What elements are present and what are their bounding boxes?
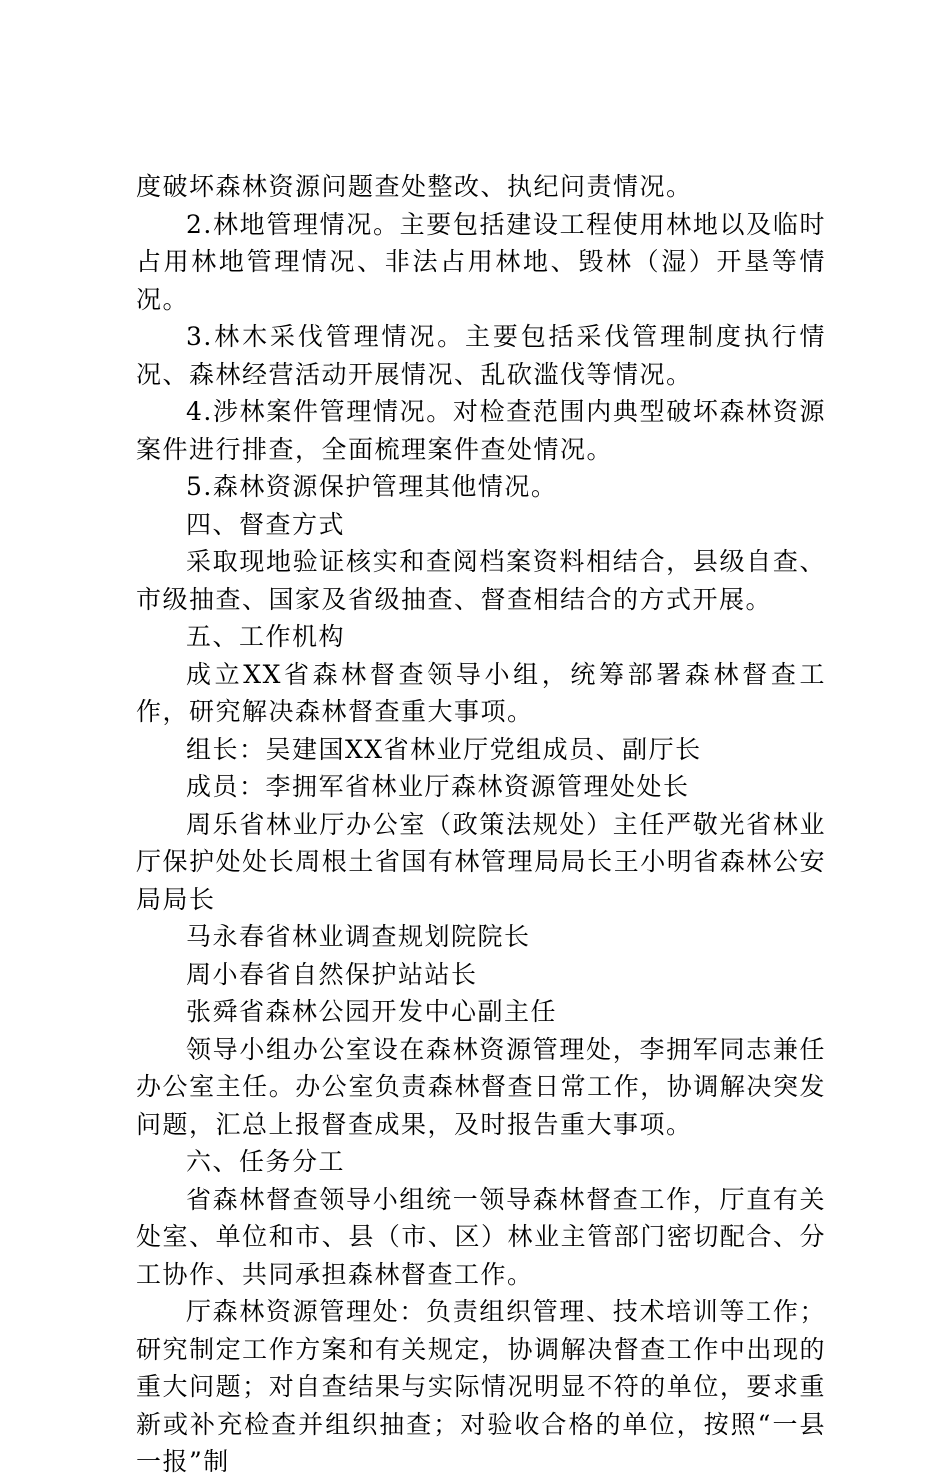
paragraph-item-5: 5.森林资源保护管理其他情况。 bbox=[186, 472, 558, 501]
paragraph-member-ma: 马永春省林业调查规划院院长 bbox=[186, 922, 531, 951]
paragraph-office: 领导小组办公室设在森林资源管理处，李拥军同志兼任办公室主任。办公室负责森林督查日常工作，协调解决突发问题，汇总上报督查成果，及时报告重大事项。 bbox=[136, 1034, 826, 1139]
section-heading-4: 四、督查方式 bbox=[186, 509, 346, 539]
paragraph-division: 省森林督查领导小组统一领导森林督查工作，厅直有关处室、单位和市、县（市、区）林业主管部门密切配合、分工协作、共同承担森林督查工作。 bbox=[136, 1184, 826, 1289]
paragraph-members: 成员：李拥军省林业厅森林资源管理处处长 bbox=[186, 772, 690, 801]
paragraph-item-4: 4.涉林案件管理情况。对检查范围内典型破坏森林资源案件进行排查，全面梳理案件查处情况。 bbox=[136, 397, 826, 464]
paragraph-continuation: 度破坏森林资源问题查处整改、执纪问责情况。 bbox=[136, 172, 693, 201]
section-heading-6: 六、任务分工 bbox=[186, 1147, 346, 1176]
paragraph-resource-office: 厅森林资源管理处：负责组织管理、技术培训等工作；研究制定工作方案和有关规定，协调解决督查工作中出现的重大问题；对自查结果与实际情况明显不符的单位，要求重新或补充检查并组织抽查；对验收合格的单位，按照“一县一报”制 bbox=[136, 1297, 826, 1476]
paragraph-members-list: 周乐省林业厅办公室（政策法规处）主任严敬光省林业厅保护处处长周根土省国有林管理局局长王小明省森林公安局局长 bbox=[136, 809, 826, 914]
paragraph-group-leader: 组长：吴建国XX省林业厅党组成员、副厅长 bbox=[186, 734, 702, 764]
paragraph-member-zhou: 周小春省自然保护站站长 bbox=[186, 959, 478, 989]
paragraph-method: 采取现地验证核实和查阅档案资料相结合，县级自查、市级抽查、国家及省级抽查、督查相结合的方式开展。 bbox=[136, 547, 826, 614]
paragraph-member-zhang: 张舜省森林公园开发中心副主任 bbox=[186, 997, 558, 1026]
paragraph-group-established: 成立XX省森林督查领导小组，统筹部署森林督查工作，研究解决森林督查重大事项。 bbox=[136, 659, 826, 726]
paragraph-item-3: 3.林木采伐管理情况。主要包括采伐管理制度执行情况、森林经营活动开展情况、乱砍滥伐等情况。 bbox=[136, 322, 826, 389]
paragraph-item-2: 2.林地管理情况。主要包括建设工程使用林地以及临时占用林地管理情况、非法占用林地、毁林（湿）开垦等情况。 bbox=[136, 209, 826, 314]
document-body bbox=[136, 168, 826, 1481]
section-heading-5: 五、工作机构 bbox=[186, 622, 346, 651]
